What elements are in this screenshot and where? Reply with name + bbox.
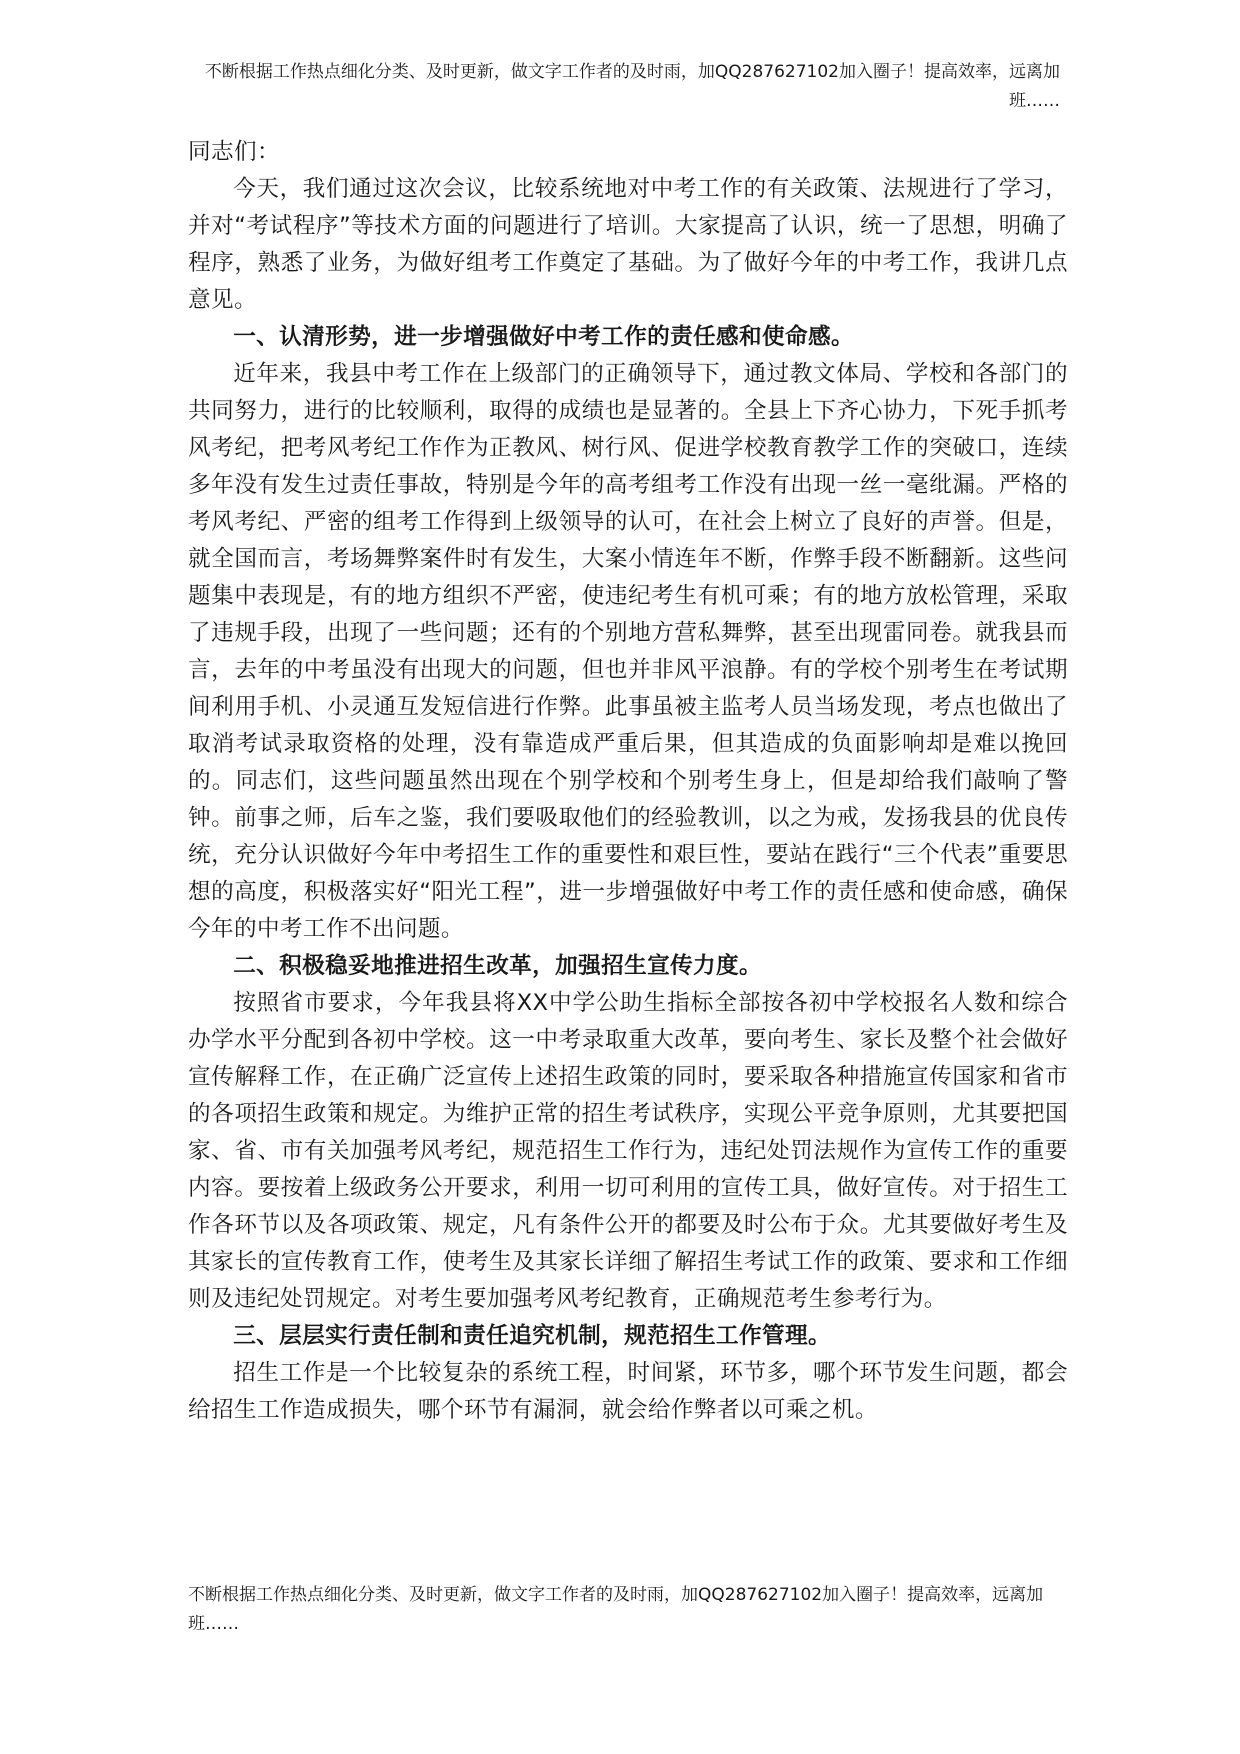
header-note: 不断根据工作热点细化分类、及时更新，做文字工作者的及时雨，加QQ287627102加入圈子！提高效率，远离加班…… [204, 62, 1060, 111]
section-heading-1: 一、认清形势，进一步增强做好中考工作的责任感和使命感。 [233, 324, 855, 350]
section-heading-2: 二、积极稳妥地推进招生改革，加强招生宣传力度。 [233, 953, 763, 979]
paragraph-intro: 今天，我们通过这次会议，比较系统地对中考工作的有关政策、法规进行了学习，并对“考试程序”等技术方面的问题进行了培训。大家提高了认识，统一了思想，明确了程序，熟悉了业务，为做好组考工作奠定了基础。为了做好今年的中考工作，我讲几点意见。 [188, 176, 1068, 313]
speech-body [188, 134, 1068, 1429]
footer-note: 不断根据工作热点细化分类、及时更新，做文字工作者的及时雨，加QQ287627102加入圈子！提高效率，远离加班…… [188, 1585, 1044, 1634]
paragraph-section-1: 近年来，我县中考工作在上级部门的正确领导下，通过教文体局、学校和各部门的共同努力，进行的比较顺利，取得的成绩也是显著的。全县上下齐心协力，下死手抓考风考纪，把考风考纪工作作为正教风、树行风、促进学校教育教学工作的突破口，连续多年没有发生过责任事故，特别是今年的高考组考工作没有出现一丝一毫纰漏。严格的考风考纪、严密的组考工作得到上级领导的认可，在社会上树立了良好的声誉。但是，就全国而言，考场舞弊案件时有发生，大案小情连年不断，作弊手段不断翻新。这些问题集中表现是，有的地方组织不严密，使违纪考生有机可乘；有的地方放松管理，采取了违规手段，出现了一些问题；还有的个别地方营私舞弊，甚至出现雷同卷。就我县而言，去年的中考虽没有出现大的问题，但也并非风平浪静。有的学校个别考生在考试期间利用手机、小灵通互发短信进行作弊。此事虽被主监考人员当场发现，考点也做出了取消考试录取资格的处理，没有靠造成严重后果，但其造成的负面影响却是难以挽回的。同志们，这些问题虽然出现在个别学校和个别考生身上，但是却给我们敲响了警钟。前事之师，后车之鉴，我们要吸取他们的经验教训，以之为戒，发扬我县的优良传统，充分认识做好今年中考招生工作的重要性和艰巨性，要站在践行“三个代表”重要思想的高度，积极落实好“阳光工程”，进一步增强做好中考工作的责任感和使命感，确保今年的中考工作不出问题。 [188, 361, 1068, 942]
paragraph-section-3: 招生工作是一个比较复杂的系统工程，时间紧，环节多，哪个环节发生问题，都会给招生工作造成损失，哪个环节有漏洞，就会给作弊者以可乘之机。 [188, 1360, 1068, 1423]
paragraph-section-2: 按照省市要求，今年我县将XX中学公助生指标全部按各初中学校报名人数和综合办学水平分配到各初中学校。这一中考录取重大改革，要向考生、家长及整个社会做好宣传解释工作，在正确广泛宣传上述招生政策的同时，要采取各种措施宣传国家和省市的各项招生政策和规定。为维护正常的招生考试秩序，实现公平竞争原则，尤其要把国家、省、市有关加强考风考纪，规范招生工作行为，违纪处罚法规作为宣传工作的重要内容。要按着上级政务公开要求，利用一切可利用的宣传工具，做好宣传。对于招生工作各环节以及各项政策、规定，凡有条件公开的都要及时公布于众。尤其要做好考生及其家长的宣传教育工作，使考生及其家长详细了解招生考试工作的政策、要求和工作细则及违纪处罚规定。对考生要加强考风考纪教育，正确规范考生参考行为。 [188, 990, 1068, 1312]
section-heading-3: 三、层层实行责任制和责任追究机制，规范招生工作管理。 [233, 1323, 832, 1349]
salutation: 同志们： [188, 139, 280, 165]
